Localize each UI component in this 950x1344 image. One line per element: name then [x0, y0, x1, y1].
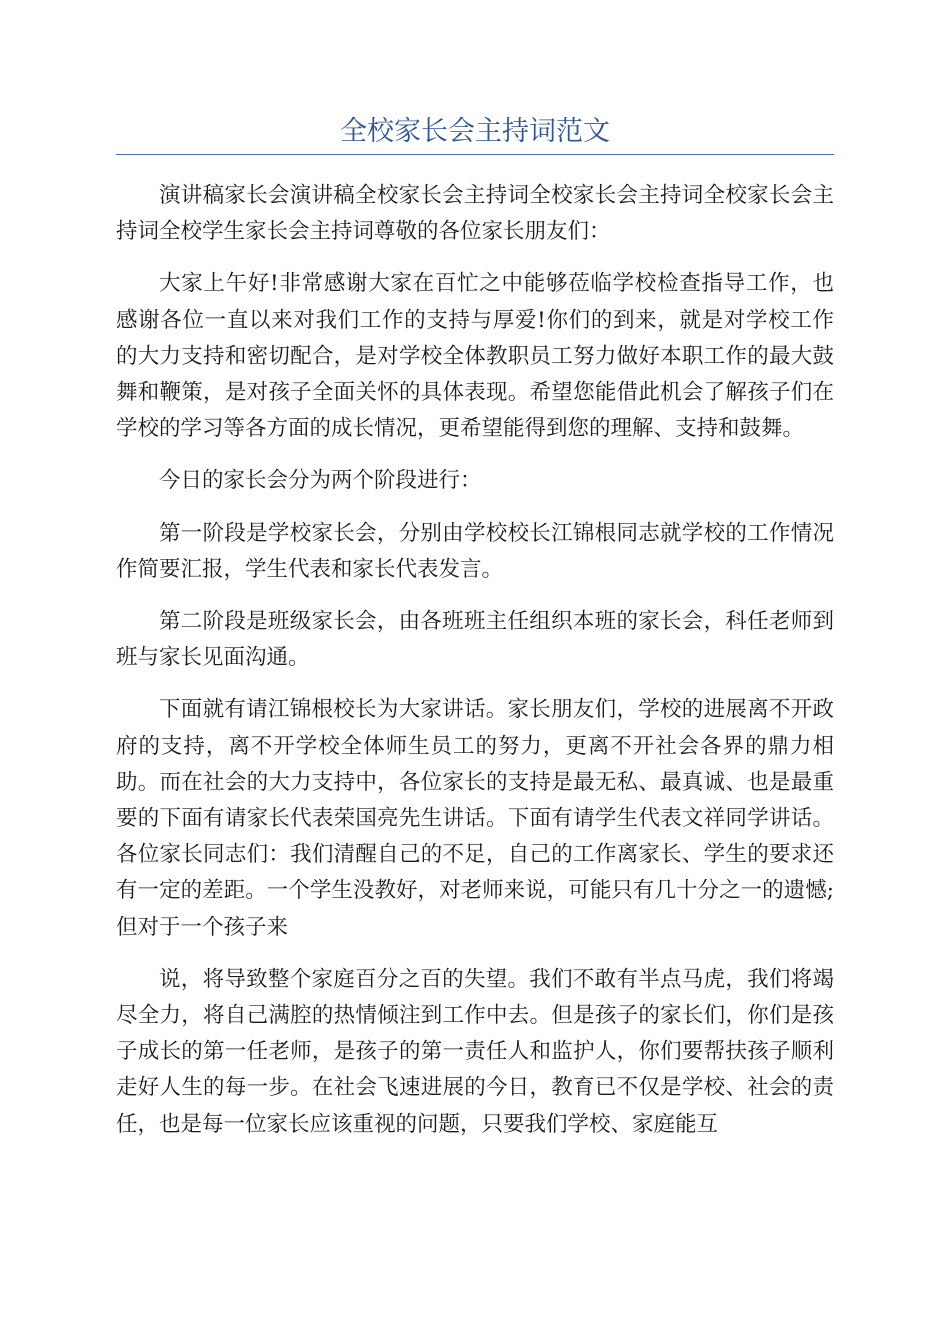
- document-title: 全校家长会主持词范文: [340, 116, 610, 147]
- paragraph-7: 说，将导致整个家庭百分之百的失望。我们不敢有半点马虎，我们将竭尽全力，将自己满腔的热情倾注到工作中去。但是孩子的家长们，你们是孩子成长的第一任老师，是孩子的第一责任人和监护人，你们要帮扶孩子顺利走好人生的每一步。在社会飞速进展的今日，教育已不仅是学校、社会的责任，也是每一位家长应该重视的问题，只要我们学校、家庭能互: [116, 966, 834, 1137]
- document-body: [116, 178, 834, 1159]
- paragraph-2: 大家上午好!非常感谢大家在百忙之中能够莅临学校检查指导工作，也感谢各位一直以来对我们工作的支持与厚爱!你们的到来，就是对学校工作的大力支持和密切配合，是对学校全体教职员工努力做好本职工作的最大鼓舞和鞭策，是对孩子全面关怀的具体表现。希望您能借此机会了解孩子们在学校的学习等各方面的成长情况，更希望能得到您的理解、支持和鼓舞。: [116, 271, 834, 442]
- paragraph-4: 第一阶段是学校家长会，分别由学校校长江锦根同志就学校的工作情况作简要汇报，学生代表和家长代表发言。: [116, 520, 834, 582]
- paragraph-3: 今日的家长会分为两个阶段进行：: [159, 468, 482, 494]
- paragraph-5: 第二阶段是班级家长会，由各班班主任组织本班的家长会，科任老师到班与家长见面沟通。: [116, 609, 834, 671]
- paragraph-6: 下面就有请江锦根校长为大家讲话。家长朋友们，学校的进展离不开政府的支持，离不开学校全体师生员工的努力，更离不开社会各界的鼎力相助。而在社会的大力支持中，各位家长的支持是最无私、最真诚、也是最重要的下面有请家长代表荣国亮先生讲话。下面有请学生代表文祥同学讲话。各位家长同志们：我们清醒自己的不足，自己的工作离家长、学生的要求还有一定的差距。一个学生没教好，对老师来说，可能只有几十分之一的遗憾;但对于一个孩子来: [116, 697, 834, 940]
- paragraph-1: 演讲稿家长会演讲稿全校家长会主持词全校家长会主持词全校家长会主持词全校学生家长会主持词尊敬的各位家长朋友们：: [116, 183, 834, 245]
- title-underline: [116, 154, 834, 155]
